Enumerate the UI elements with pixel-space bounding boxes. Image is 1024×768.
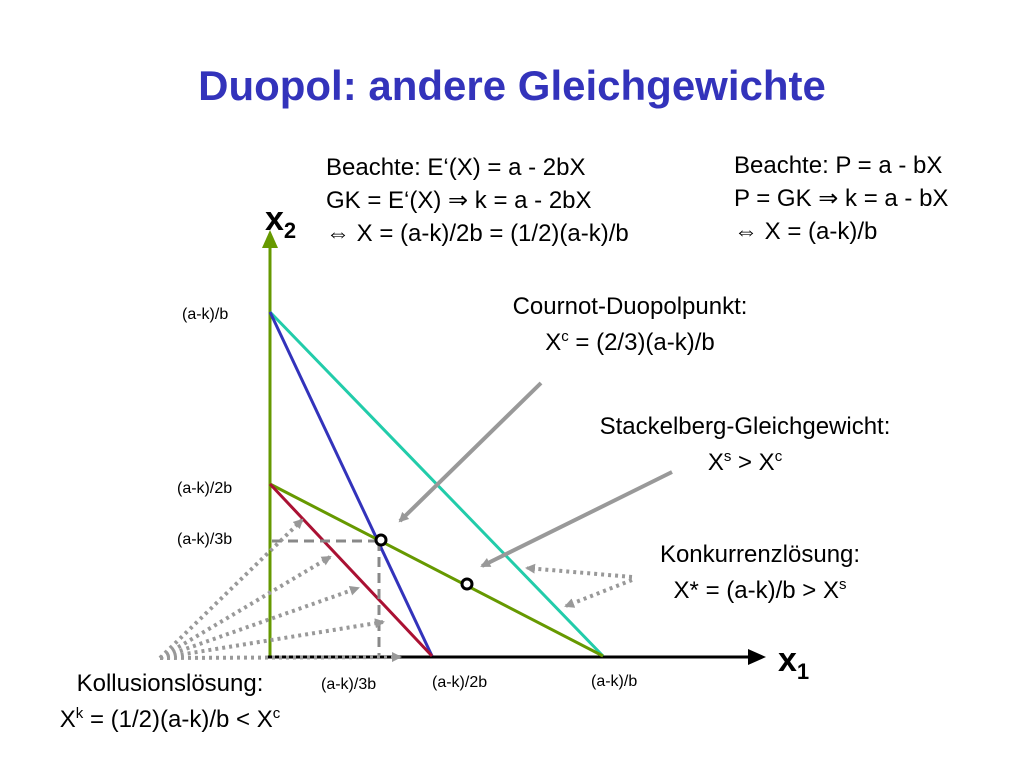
cournot-eq-sup: c xyxy=(561,328,569,345)
stackelberg-point xyxy=(462,579,472,589)
page-title: Duopol: andere Gleichgewichte xyxy=(198,62,826,109)
kollusion-eq-mid: = (1/2)(a-k)/b < X xyxy=(83,706,273,733)
konkurrenz-eq-sup: s xyxy=(838,576,847,593)
y-axis-letter: x xyxy=(265,200,284,238)
note-right-line1: Beachte: P = a - bX xyxy=(734,152,943,179)
cournot-arrow xyxy=(400,383,541,521)
stackelberg-equation xyxy=(560,442,930,478)
x-axis-letter: x xyxy=(778,641,797,679)
y-tick-3: (a-k)/3b xyxy=(177,531,233,548)
monopoly-line xyxy=(270,312,432,656)
x-tick-2: (a-k)/2b xyxy=(432,674,488,691)
kollusion-eq-sup2: c xyxy=(272,705,281,722)
y-tick-2: (a-k)/2b xyxy=(177,480,233,497)
note-right-line2: P = GK ⇒ k = a - bX xyxy=(734,185,949,212)
stackelberg-title: Stackelberg-Gleichgewicht: xyxy=(599,413,891,440)
x-axis-arrowhead xyxy=(748,649,766,665)
x-axis-subscript: 1 xyxy=(796,659,810,684)
cournot-title: Cournot-Duopolpunkt: xyxy=(512,293,748,320)
konkurrenz-title: Konkurrenzlösung: xyxy=(659,541,861,568)
stackelberg-eq-sup1: s xyxy=(723,448,732,465)
y-tick-1: (a-k)/b xyxy=(182,306,229,323)
stackelberg-eq-mid: > X xyxy=(731,449,775,476)
konkurrenz-arrow-1 xyxy=(527,568,632,577)
x-tick-3: (a-k)/b xyxy=(591,673,638,690)
kollusion-annotation xyxy=(20,669,320,735)
cournot-eq-rest: = (2/3)(a-k)/b xyxy=(568,329,715,356)
konkurrenz-equation xyxy=(620,570,900,606)
kollusion-eq-x: X xyxy=(59,706,76,733)
stackelberg-annotation xyxy=(560,412,930,478)
note-left-line2: GK = E‘(X) ⇒ k = a - 2bX xyxy=(326,187,592,214)
stackelberg-eq-x: X xyxy=(707,449,724,476)
kollusion-arrow-3 xyxy=(160,588,358,658)
kollusion-eq-sup1: k xyxy=(75,705,84,722)
collusion-line xyxy=(270,484,432,656)
kollusion-equation xyxy=(20,699,320,735)
cournot-annotation xyxy=(470,292,790,358)
note-left-line3: ⇔ X = (a-k)/2b = (1/2)(a-k)/b xyxy=(326,220,629,247)
kollusion-title: Kollusionslösung: xyxy=(76,670,264,697)
x-axis-label xyxy=(778,641,809,685)
note-left-line1: Beachte: E‘(X) = a - 2bX xyxy=(326,154,586,181)
y-axis-subscript: 2 xyxy=(283,218,297,243)
cournot-equation xyxy=(470,322,790,358)
cournot-eq-x: X xyxy=(545,329,562,356)
y-axis-label xyxy=(265,200,296,244)
konkurrenz-eq-main: X* = (a-k)/b > X xyxy=(673,577,839,604)
x-tick-1: (a-k)/3b xyxy=(321,676,377,693)
cournot-point xyxy=(376,535,386,545)
note-right-line3: ⇔ X = (a-k)/b xyxy=(734,218,878,245)
konkurrenz-annotation xyxy=(620,540,900,606)
kollusion-arrow-5 xyxy=(160,657,400,658)
stackelberg-eq-sup2: c xyxy=(774,448,783,465)
